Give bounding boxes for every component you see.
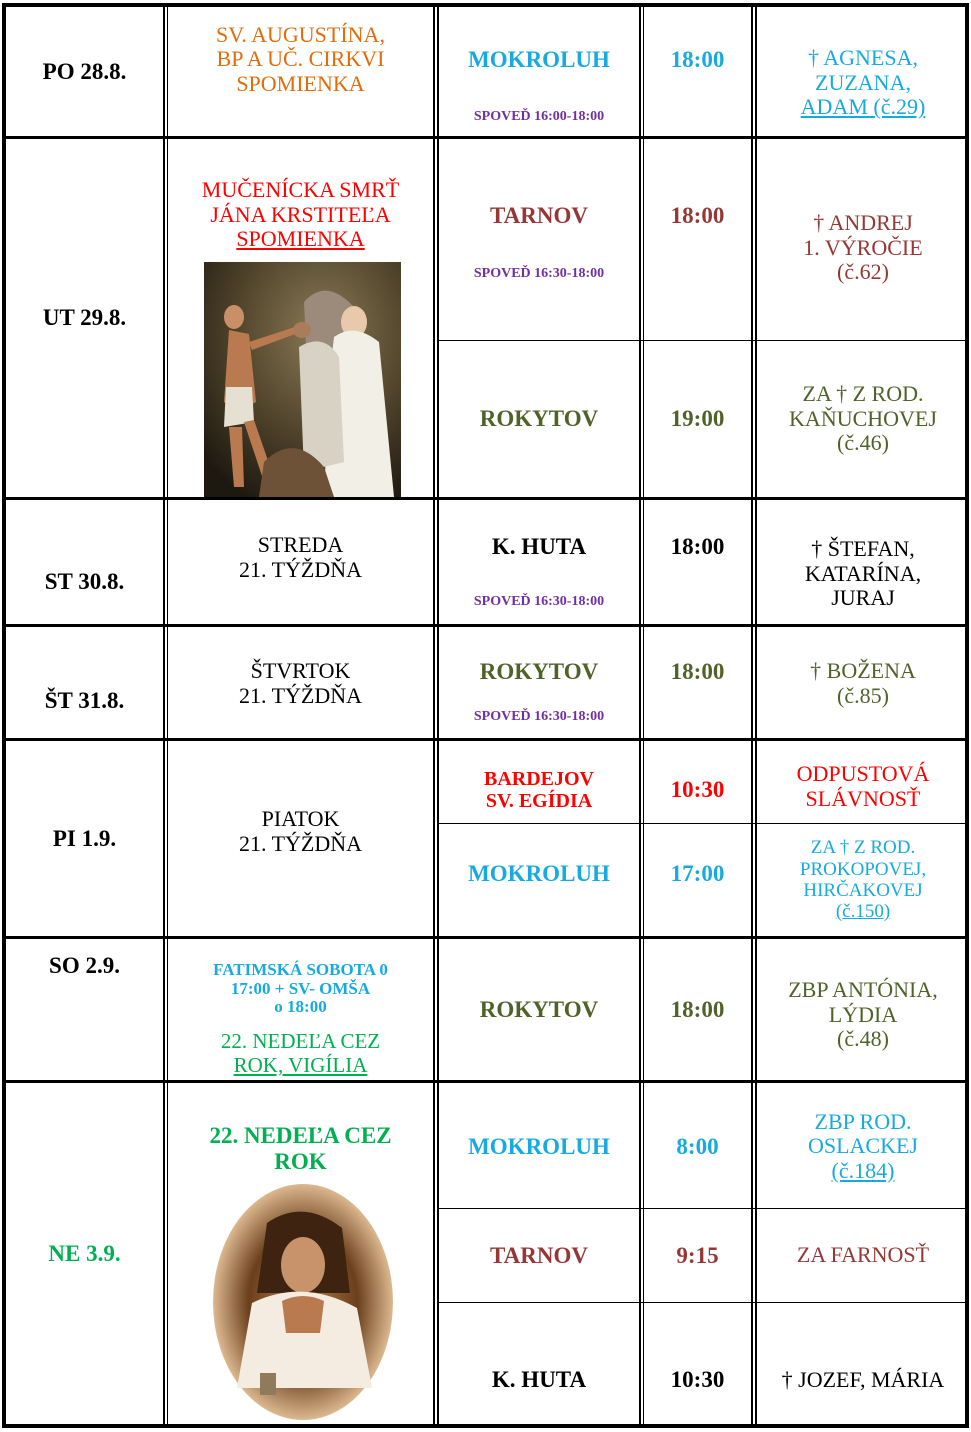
day-text: PI 1.9.	[52, 825, 117, 851]
row-divider	[2, 624, 969, 627]
time-text: 18:00	[670, 659, 725, 685]
feast-name	[168, 526, 433, 590]
intention-line: ZA FARNOSŤ	[796, 1242, 930, 1268]
column-divider	[433, 3, 435, 1428]
feast-name	[168, 1028, 433, 1080]
intention-line: (č.48)	[837, 1026, 889, 1052]
intention-line: ZA † Z ROD.	[810, 837, 916, 859]
mass-intention	[757, 198, 969, 298]
place-line: SV. EGÍDIA	[485, 790, 593, 812]
confession-text: SPOVEĎ 16:00-18:00	[473, 109, 605, 125]
mass-place	[439, 1303, 639, 1427]
feast-line: SV. AUGUSTÍNA,	[216, 21, 385, 47]
time-text: 9:15	[676, 1242, 719, 1268]
mass-intention	[757, 1085, 969, 1208]
jesus-praying-picture	[212, 1183, 395, 1421]
mass-place	[439, 940, 639, 1080]
feast-line: ROK, VIGÍLIA	[233, 1053, 368, 1077]
intention-line: JURAJ	[831, 585, 895, 611]
column-divider	[639, 3, 641, 1428]
confession-time	[439, 106, 639, 128]
confession-time	[439, 263, 639, 285]
place-text: ROKYTOV	[479, 659, 599, 685]
feast-line: MUČENÍCKA SMRŤ	[201, 177, 400, 203]
row-divider	[2, 497, 969, 500]
place-text: TARNOV	[490, 203, 588, 229]
time-text: 18:00	[670, 997, 725, 1023]
mass-time	[644, 341, 751, 497]
feast-line: PIATOK	[261, 806, 340, 832]
feast-name	[168, 170, 433, 260]
time-text: 18:00	[670, 203, 725, 229]
intention-line: † JOZEF, MÁRIA	[781, 1367, 945, 1393]
place-text: MOKROLUH	[468, 47, 610, 73]
intention-line: † BOŽENA	[810, 658, 916, 684]
feast-name	[168, 1118, 433, 1180]
day-text: NE 3.9.	[48, 1241, 121, 1267]
time-text: 18:00	[670, 47, 725, 73]
note-line: FATIMSKÁ SOBOTA 0	[213, 959, 388, 979]
place-text: ROKYTOV	[479, 997, 599, 1023]
column-divider	[751, 3, 753, 1428]
mass-intention	[757, 1303, 969, 1427]
mass-place	[439, 652, 639, 692]
day-label	[6, 540, 163, 624]
place-text: MOKROLUH	[468, 861, 610, 887]
place-text: TARNOV	[490, 1242, 588, 1268]
intention-line: HIRČAKOVEJ	[803, 880, 923, 901]
place-line: BARDEJOV	[483, 767, 594, 790]
mass-place	[439, 527, 639, 567]
feast-line: 21. TÝŽDŇA	[238, 557, 363, 582]
mass-intention	[757, 341, 969, 497]
feast-name	[168, 800, 433, 864]
feast-line: 22. NEDEĽA CEZ	[209, 1123, 392, 1149]
feast-name	[168, 7, 433, 112]
intention-line: (č.85)	[837, 683, 889, 708]
intention-line: 1. VÝROČIE	[803, 234, 923, 260]
intention-line: KATARÍNA,	[804, 560, 922, 586]
intention-line: ZBP ROD.	[814, 1108, 912, 1134]
time-text: 17:00	[670, 861, 725, 887]
day-text: UT 29.8.	[42, 305, 127, 331]
feast-name	[168, 652, 433, 716]
feast-line: SPOMIENKA	[236, 70, 365, 96]
intention-line: † ANDREJ	[813, 210, 913, 236]
fatima-note	[168, 956, 433, 1022]
beheading-painting	[204, 262, 401, 497]
feast-line: BP A UČ. CIRKVI	[216, 46, 385, 72]
mass-time	[644, 940, 751, 1080]
time-text: 19:00	[670, 406, 725, 432]
confession-time	[439, 591, 639, 613]
mass-intention	[757, 1209, 969, 1302]
mass-intention	[757, 526, 969, 622]
mass-intention	[757, 652, 969, 716]
mass-place	[439, 40, 639, 80]
confession-text: SPOVEĎ 16:30-18:00	[473, 709, 605, 725]
day-label	[6, 664, 163, 738]
intention-line: (č.62)	[837, 259, 889, 285]
mass-intention	[757, 755, 969, 819]
place-text: ROKYTOV	[479, 406, 599, 432]
place-text: K. HUTA	[491, 534, 587, 560]
day-text: ST 30.8.	[44, 569, 125, 595]
day-label	[6, 7, 163, 136]
mass-time	[644, 824, 751, 924]
time-text: 10:30	[670, 1367, 725, 1393]
mass-time	[644, 196, 751, 236]
day-label	[6, 943, 163, 983]
row-divider	[2, 1080, 969, 1083]
intention-line: ZUZANA,	[815, 69, 911, 95]
mass-time	[644, 40, 751, 80]
intention-line: ZBP ANTÓNIA,	[788, 977, 938, 1003]
intention-line: OSLACKEJ	[807, 1133, 918, 1159]
mass-place	[439, 824, 639, 924]
intention-line: (č.46)	[837, 430, 889, 456]
time-text: 8:00	[676, 1133, 719, 1159]
feast-line: 21. TÝŽDŇA	[238, 683, 363, 708]
mass-intention	[757, 960, 969, 1070]
confession-text: SPOVEĎ 16:30-18:00	[473, 594, 605, 610]
intention-line: ZA † Z ROD.	[802, 381, 924, 407]
mass-place	[439, 1209, 639, 1302]
intention-line: † AGNESA,	[807, 45, 918, 71]
mass-place	[439, 196, 639, 236]
mass-time	[644, 527, 751, 567]
time-text: 10:30	[670, 777, 725, 803]
intention-line: PROKOPOVEJ,	[799, 858, 927, 880]
column-divider	[163, 3, 165, 1428]
intention-line: † ŠTEFAN,	[811, 536, 915, 562]
feast-line: 22. NEDEĽA CEZ	[220, 1029, 381, 1054]
day-label	[6, 1084, 163, 1424]
feast-line: 21. TÝŽDŇA	[238, 831, 363, 856]
intention-line: ODPUSTOVÁ	[796, 761, 930, 787]
confession-text: SPOVEĎ 16:30-18:00	[473, 266, 605, 282]
intention-line: KAŇUCHOVEJ	[789, 405, 937, 431]
day-label	[6, 741, 163, 936]
confession-time	[439, 706, 639, 728]
time-text: 18:00	[670, 534, 725, 560]
mass-time	[644, 1209, 751, 1302]
place-text: MOKROLUH	[468, 1133, 610, 1159]
feast-line: ROK	[274, 1149, 327, 1174]
intention-line: (č.150)	[835, 901, 891, 923]
mass-time	[644, 770, 751, 810]
feast-line: ŠTVRTOK	[250, 658, 351, 684]
note-line: o 18:00	[274, 997, 327, 1017]
day-text: PO 28.8.	[42, 58, 127, 84]
place-text: K. HUTA	[491, 1367, 587, 1393]
mass-place	[439, 341, 639, 497]
row-divider	[2, 936, 969, 939]
intention-line: LÝDIA	[828, 1001, 898, 1027]
mass-place	[439, 760, 639, 820]
feast-line: STREDA	[257, 532, 344, 558]
feast-line: JÁNA KRSTITEĽA	[210, 201, 391, 227]
mass-time	[644, 1085, 751, 1208]
mass-intention	[757, 824, 969, 936]
feast-line: SPOMIENKA	[236, 226, 365, 252]
mass-time	[644, 652, 751, 692]
intention-line: SLÁVNOSŤ	[805, 786, 921, 811]
day-label	[6, 139, 163, 497]
mass-intention	[757, 30, 969, 136]
intention-line: (č.184)	[831, 1157, 895, 1183]
mass-place	[439, 1085, 639, 1208]
day-text: ŠT 31.8.	[44, 688, 125, 714]
mass-time	[644, 1303, 751, 1427]
intention-line: ADAM (č.29)	[800, 94, 926, 120]
day-text: SO 2.9.	[49, 953, 120, 978]
note-line: 17:00 + SV- OMŠA	[230, 978, 371, 998]
